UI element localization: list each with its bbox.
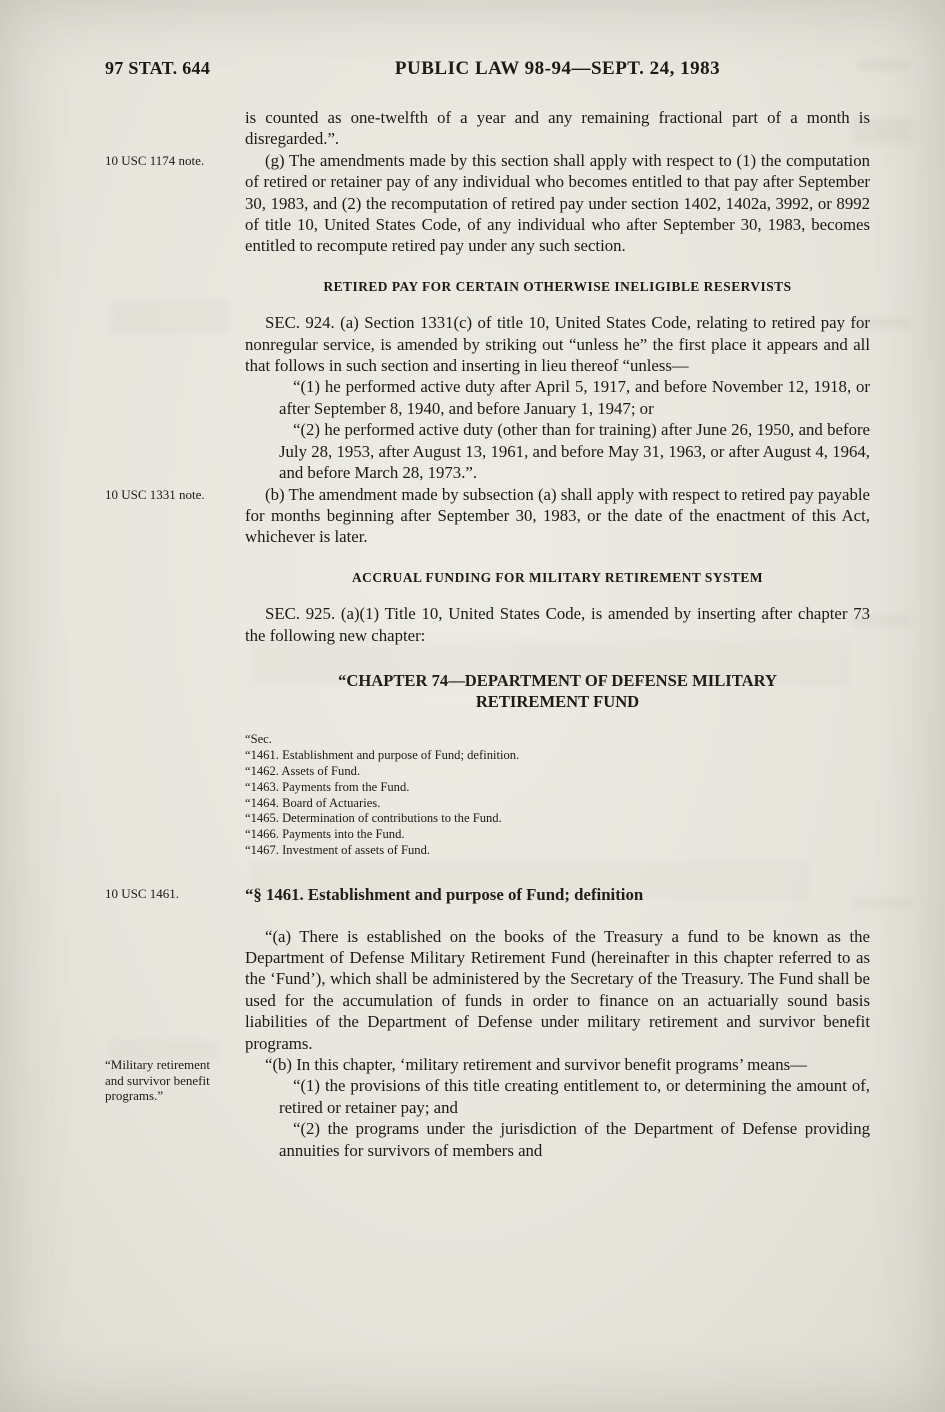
margin-column [105, 1054, 245, 1104]
section-list [245, 732, 870, 859]
block-sec1461-b-subs [105, 1075, 870, 1161]
section-heading-1461: “§ 1461. Establishment and purpose of Fund; definition [245, 885, 644, 905]
chapter-heading: “CHAPTER 74—DEPARTMENT OF DEFENSE MILITARY RETIREMENT FUND [338, 670, 777, 711]
margin-column [105, 312, 245, 483]
section-list-item: “1462. Assets of Fund. [245, 763, 361, 778]
bleedthrough-artifact [858, 60, 910, 70]
paragraph-sec925: SEC. 925. (a)(1) Title 10, United States Code, is amended by inserting after chapter 73 the following new chapter: [245, 604, 870, 645]
law-title: PUBLIC LAW 98-94—SEPT. 24, 1983 [394, 58, 721, 79]
bleedthrough-artifact [855, 898, 910, 908]
text-column [245, 107, 870, 150]
block-heading-reservists [105, 257, 870, 312]
section-list-item: “1466. Payments into the Fund. [245, 827, 405, 842]
section-list-label: “Sec. [245, 731, 272, 746]
bleedthrough-artifact [250, 640, 850, 686]
page-header [0, 0, 945, 80]
text-column [245, 1075, 870, 1161]
margin-column [105, 548, 245, 603]
block-continuation [105, 107, 870, 150]
crosshead-accrual: ACCRUAL FUNDING FOR MILITARY RETIREMENT SYSTEM [351, 569, 764, 585]
margin-column [105, 926, 245, 1054]
section-list-item: “1463. Payments from the Fund. [245, 779, 410, 794]
margin-column [105, 603, 245, 646]
margin-column [105, 257, 245, 312]
bleedthrough-artifact [852, 118, 912, 144]
section-list-item: “1465. Determination of contributions to the Fund. [245, 811, 502, 826]
margin-column [105, 484, 245, 548]
paragraph-sec1461-b2: “(2) the programs under the jurisdiction of the Department of Defense providing annuities for survivors of members and [279, 1119, 870, 1160]
statute-page-number: 97 STAT. 644 [105, 58, 211, 78]
paragraph-sec1461-b: “(b) In this chapter, ‘military retirement and survivor benefit programs’ means— [265, 1055, 807, 1075]
text-column [245, 150, 870, 257]
margin-column [105, 732, 245, 883]
paragraph-sec1461-a: “(a) There is established on the books of the Treasury a fund to be known as the Department of Defense Military Retirement Fund (hereinafter in this chapter referred to as the ‘Fund’), which shall be administered by the Secretary of the Treasury. The Fund shall be used for the accumulation of funds in order to finance on an actuarially sound basis liabilities of the Department of Defense under military retirement and survivor benefit programs. [245, 926, 870, 1053]
bleedthrough-artifact [855, 318, 910, 328]
text-column [245, 548, 870, 603]
margin-column [105, 883, 245, 925]
text-column [245, 1054, 870, 1075]
block-subsection-g [105, 150, 870, 257]
text-column [245, 926, 870, 1054]
paragraph-sec1461-b1: “(1) the provisions of this title creating entitlement to, or determining the amount of, retired or retainer pay; and [279, 1076, 870, 1117]
bleedthrough-artifact [852, 616, 910, 626]
margin-column [105, 1075, 245, 1161]
block-sec1461-a [105, 926, 870, 1054]
margin-note-10usc1174: 10 USC 1174 note. [105, 152, 205, 168]
block-heading-accrual [105, 548, 870, 603]
bleedthrough-artifact [250, 860, 810, 900]
margin-note-10usc1331: 10 USC 1331 note. [105, 486, 205, 502]
margin-column [105, 646, 245, 732]
margin-column [105, 107, 245, 150]
paragraph-sec924-2: “(2) he performed active duty (other than for training) after June 26, 1950, and before July 28, 1953, after August 13, 1961, and before May 31, 1963, or after August 4, 1964, and before March 28, 1973.”. [279, 420, 870, 483]
text-column [245, 484, 870, 548]
crosshead-reservists: RETIRED PAY FOR CERTAIN OTHERWISE INELIGIBLE RESERVISTS [323, 278, 792, 294]
paragraph-sec924-1: “(1) he performed active duty after April 5, 1917, and before November 12, 1918, or after September 8, 1940, and before January 1, 1947; or [279, 377, 870, 418]
margin-note-10usc1461: 10 USC 1461. [105, 886, 180, 902]
paragraph-sec924-b: (b) The amendment made by subsection (a) shall apply with respect to retired pay payable for months beginning after September 30, 1983, or the date of the enactment of this Act, whichever is later. [245, 484, 870, 547]
section-list-item: “1464. Board of Actuaries. [245, 795, 381, 810]
block-sec924-b [105, 484, 870, 548]
page-body [0, 80, 945, 1161]
text-column [245, 257, 870, 312]
text-column [245, 312, 870, 483]
margin-column [105, 150, 245, 257]
section-list-item: “1467. Investment of assets of Fund. [245, 843, 431, 858]
paragraph-continuation: is counted as one-twelfth of a year and any remaining fractional part of a month is disregarded.”. [245, 108, 870, 149]
paragraph-sec924: SEC. 924. (a) Section 1331(c) of title 10, United States Code, relating to retired pay for nonregular service, is amended by striking out “unless he” the first place it appears and all that follows in such section and inserting in lieu thereof “unless— [245, 313, 870, 376]
paragraph-g: (g) The amendments made by this section shall apply with respect to (1) the computation of retired or retainer pay of any individual who becomes entitled to that pay after September 30, 1983, and (2) the recomputation of retired pay under section 1402, 1402a, 3992, or 8992 of title 10, United States Code, of any individual who after September 30, 1983, becomes entitled to recompute retired pay under any such section. [245, 150, 870, 256]
margin-note-military-programs: “Military retirement and survivor benefit programs.” [105, 1057, 211, 1104]
section-list-item: “1461. Establishment and purpose of Fund; definition. [245, 747, 520, 762]
block-sec-924 [105, 312, 870, 483]
